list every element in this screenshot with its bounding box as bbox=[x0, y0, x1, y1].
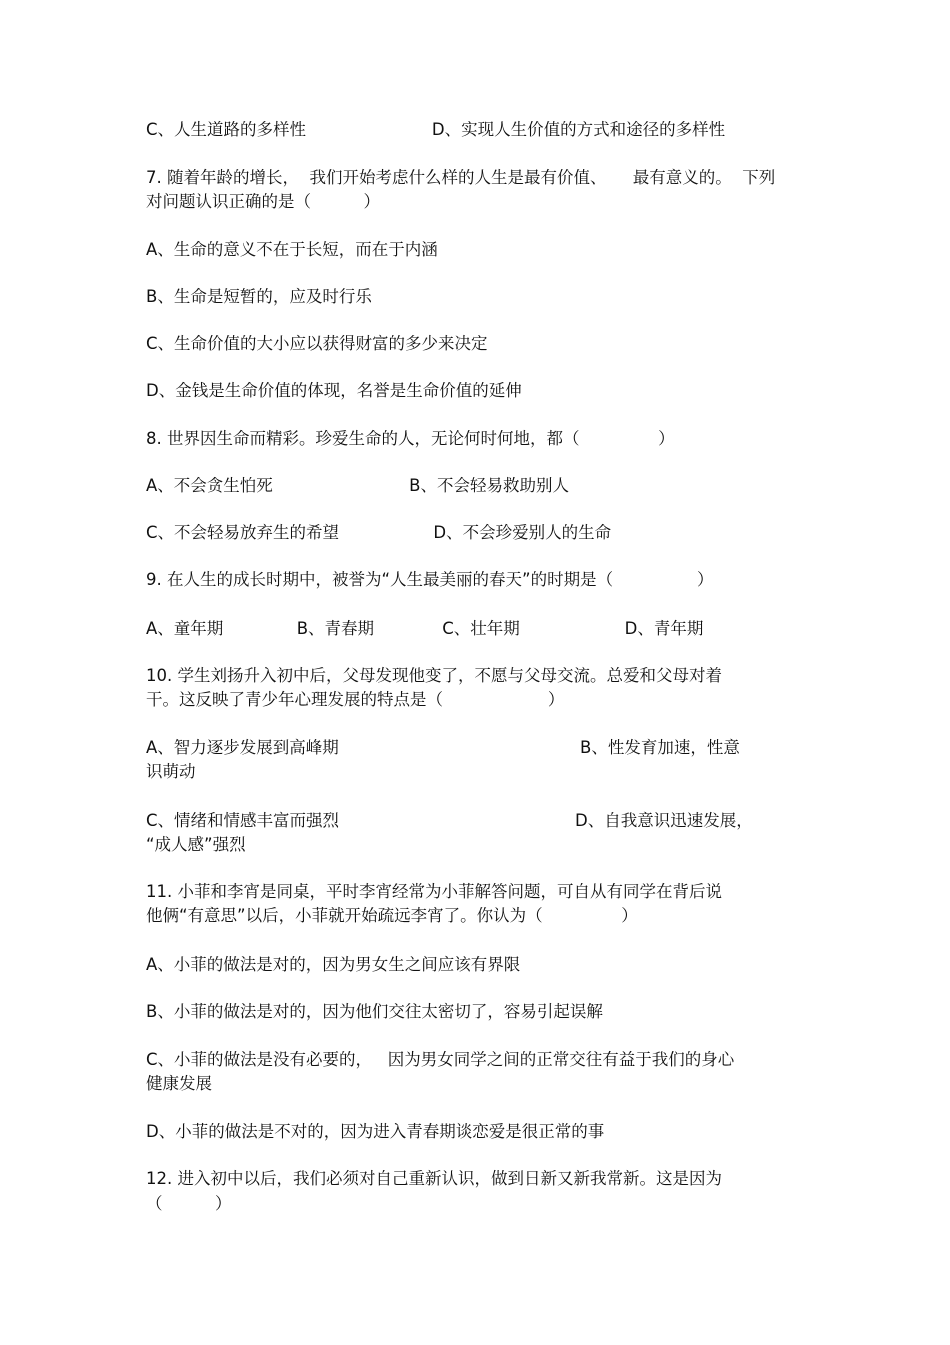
option-6c-6d: C、人生道路的多样性 D、实现人生价值的方式和途径的多样性 bbox=[146, 120, 726, 139]
question-7-line-2: 对问题认识正确的是（ ） bbox=[146, 192, 380, 211]
question-9: 9. 在人生的成长时期中，被誉为“人生最美丽的春天”的时期是（ ） bbox=[146, 570, 714, 589]
option-11b: B、小菲的做法是对的，因为他们交往太密切了，容易引起误解 bbox=[146, 1002, 603, 1021]
question-11-line-2: 他俩“有意思”以后，小菲就开始疏远李宵了。你认为（ ） bbox=[146, 906, 638, 925]
question-10-line-2: 干。这反映了青少年心理发展的特点是（ ） bbox=[146, 690, 565, 709]
option-11c-line-2: 健康发展 bbox=[146, 1074, 212, 1093]
question-11-line-1: 11. 小菲和李宵是同桌，平时李宵经常为小菲解答问题，可自从有同学在背后说 bbox=[146, 882, 722, 901]
option-8a-8b: A、不会贪生怕死 B、不会轻易救助别人 bbox=[146, 476, 569, 495]
question-8: 8. 世界因生命而精彩。珍爱生命的人，无论何时何地，都（ ） bbox=[146, 429, 675, 448]
question-7-line-1: 7. 随着年龄的增长， 我们开始考虑什么样的人生是最有价值、 最有意义的。 下列 bbox=[146, 168, 776, 187]
option-11d: D、小菲的做法是不对的，因为进入青春期谈恋爱是很正常的事 bbox=[146, 1122, 605, 1141]
option-7a: A、生命的意义不在于长短，而在于内涵 bbox=[146, 240, 438, 259]
option-11a: A、小菲的做法是对的，因为男女生之间应该有界限 bbox=[146, 955, 521, 974]
option-7b: B、生命是短暂的，应及时行乐 bbox=[146, 287, 372, 306]
option-10d-line-2: “成人感”强烈 bbox=[146, 835, 246, 854]
question-10-line-1: 10. 学生刘扬升入初中后，父母发现他变了，不愿与父母交流。总爱和父母对着 bbox=[146, 666, 722, 685]
option-11c-line-1: C、小菲的做法是没有必要的， 因为男女同学之间的正常交往有益于我们的身心 bbox=[146, 1050, 735, 1069]
question-12-line-1: 12. 进入初中以后，我们必须对自己重新认识，做到日新又新我常新。这是因为 bbox=[146, 1169, 722, 1188]
option-9-abcd: A、童年期 B、青春期 C、壮年期 D、青年期 bbox=[146, 619, 704, 638]
option-8c-8d: C、不会轻易放弃生的希望 D、不会珍爱别人的生命 bbox=[146, 523, 612, 542]
option-7c: C、生命价值的大小应以获得财富的多少来决定 bbox=[146, 334, 488, 353]
option-10c-10d-line-1: C、情绪和情感丰富而强烈 D、自我意识迅速发展， bbox=[146, 811, 753, 830]
option-7d: D、金钱是生命价值的体现，名誉是生命价值的延伸 bbox=[146, 381, 522, 400]
option-10a-10b-line-1: A、智力逐步发展到高峰期 B、性发育加速，性意 bbox=[146, 738, 740, 757]
option-10b-line-2: 识萌动 bbox=[146, 762, 196, 781]
question-12-line-2: （ ） bbox=[146, 1194, 232, 1213]
